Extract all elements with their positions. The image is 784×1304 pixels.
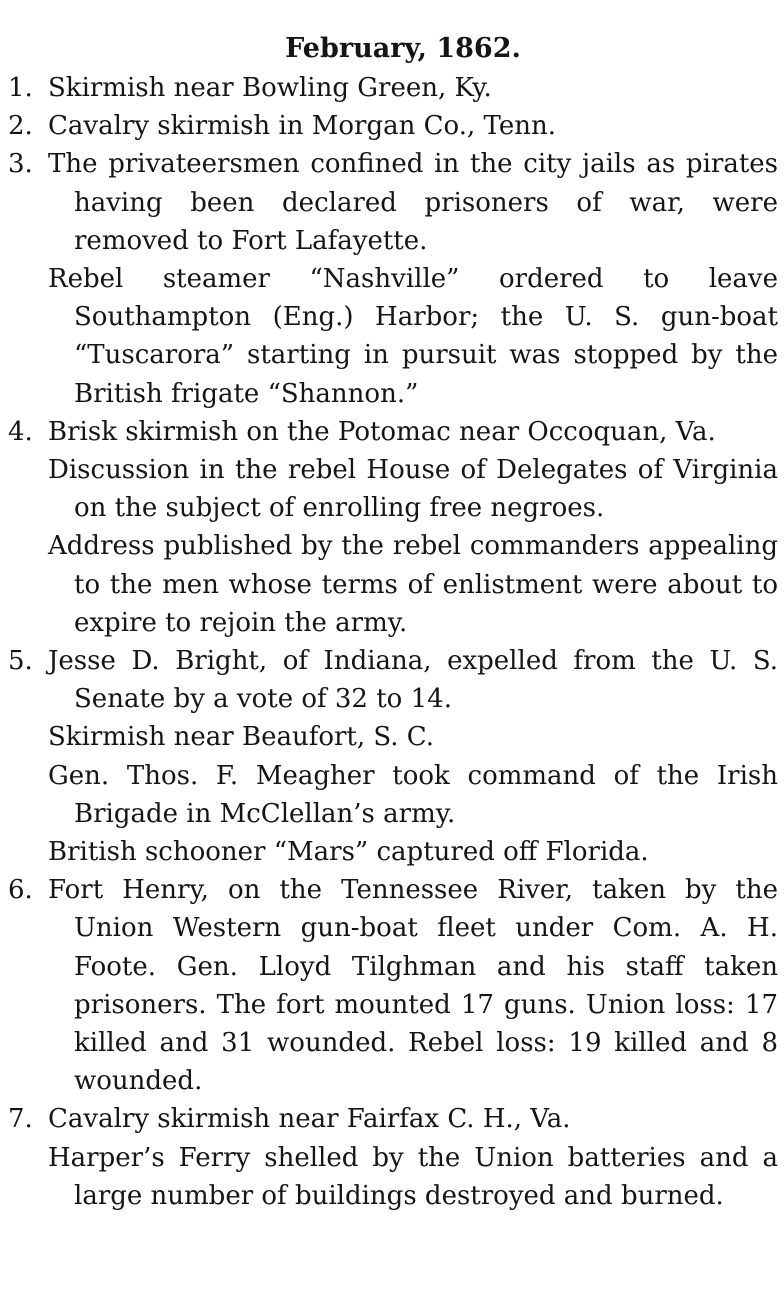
entry-number: 2. — [8, 111, 33, 142]
entry-4 — [8, 413, 778, 451]
entry-4-sub-2 — [8, 527, 778, 642]
entry-5-sub-2 — [8, 757, 778, 833]
entry-text: Gen. Thos. F. Meagher took command of the Irish Brigade in McClellan’s army. — [48, 760, 778, 829]
entry-2 — [8, 107, 778, 145]
entry-number: 6. — [8, 875, 33, 906]
entry-7 — [8, 1100, 778, 1138]
entry-text: The privateersmen confined in the city jails as pirates having been declared prisoners of war, were removed to Fort Lafayette. — [48, 149, 778, 256]
entry-text: British schooner “Mars” captured off Florida. — [48, 837, 649, 868]
entry-1 — [8, 69, 778, 107]
entry-number: 4. — [8, 416, 33, 447]
entry-number: 3. — [8, 149, 33, 180]
entry-5-sub-1 — [8, 718, 778, 756]
entry-7-sub-1 — [8, 1139, 778, 1215]
entry-6 — [8, 871, 778, 1100]
entry-text: Skirmish near Bowling Green, Ky. — [48, 73, 492, 103]
entry-text: Jesse D. Bright, of Indiana, expelled from the U. S. Senate by a vote of 32 to 14. — [48, 646, 778, 715]
entry-number: 7. — [8, 1104, 33, 1135]
entry-text: Harper’s Ferry shelled by the Union batteries and a large number of buildings destroyed and burned. — [48, 1142, 778, 1211]
entry-text: Cavalry skirmish in Morgan Co., Tenn. — [48, 111, 556, 142]
entry-text: Brisk skirmish on the Potomac near Occoquan, Va. — [48, 416, 716, 447]
entry-3-sub-1 — [8, 260, 778, 413]
entry-4-sub-1 — [8, 451, 778, 527]
entry-text: Skirmish near Beaufort, S. C. — [48, 722, 435, 753]
entry-text: Cavalry skirmish near Fairfax C. H., Va. — [48, 1104, 571, 1135]
entry-text: Rebel steamer “Nashville” ordered to leave Southampton (Eng.) Harbor; the U. S. gun-boat “Tuscarora” starting in pursuit was stopped by the British frigate “Shannon.” — [48, 264, 778, 409]
entry-5-sub-3 — [8, 833, 778, 871]
entry-number: 5. — [8, 646, 33, 677]
entry-3 — [8, 145, 778, 260]
entry-text: Fort Henry, on the Tennessee River, taken by the Union Western gun-boat fleet under Com. A. H. Foote. Gen. Lloyd Tilghman and his staff taken prisoners. The fort mounted 17 guns. Union loss: 17 killed and 31 wounded. Rebel loss: 19 killed and 8 wounded. — [48, 875, 778, 1097]
entry-text: Address published by the rebel commanders appealing to the men whose terms of enlistment were about to expire to rejoin the army. — [48, 531, 778, 638]
page-heading: February, 1862. — [285, 33, 521, 64]
entry-number: 1. — [8, 73, 33, 103]
entry-5 — [8, 642, 778, 718]
entry-text: Discussion in the rebel House of Delegates of Virginia on the subject of enrolling free negroes. — [48, 455, 778, 524]
